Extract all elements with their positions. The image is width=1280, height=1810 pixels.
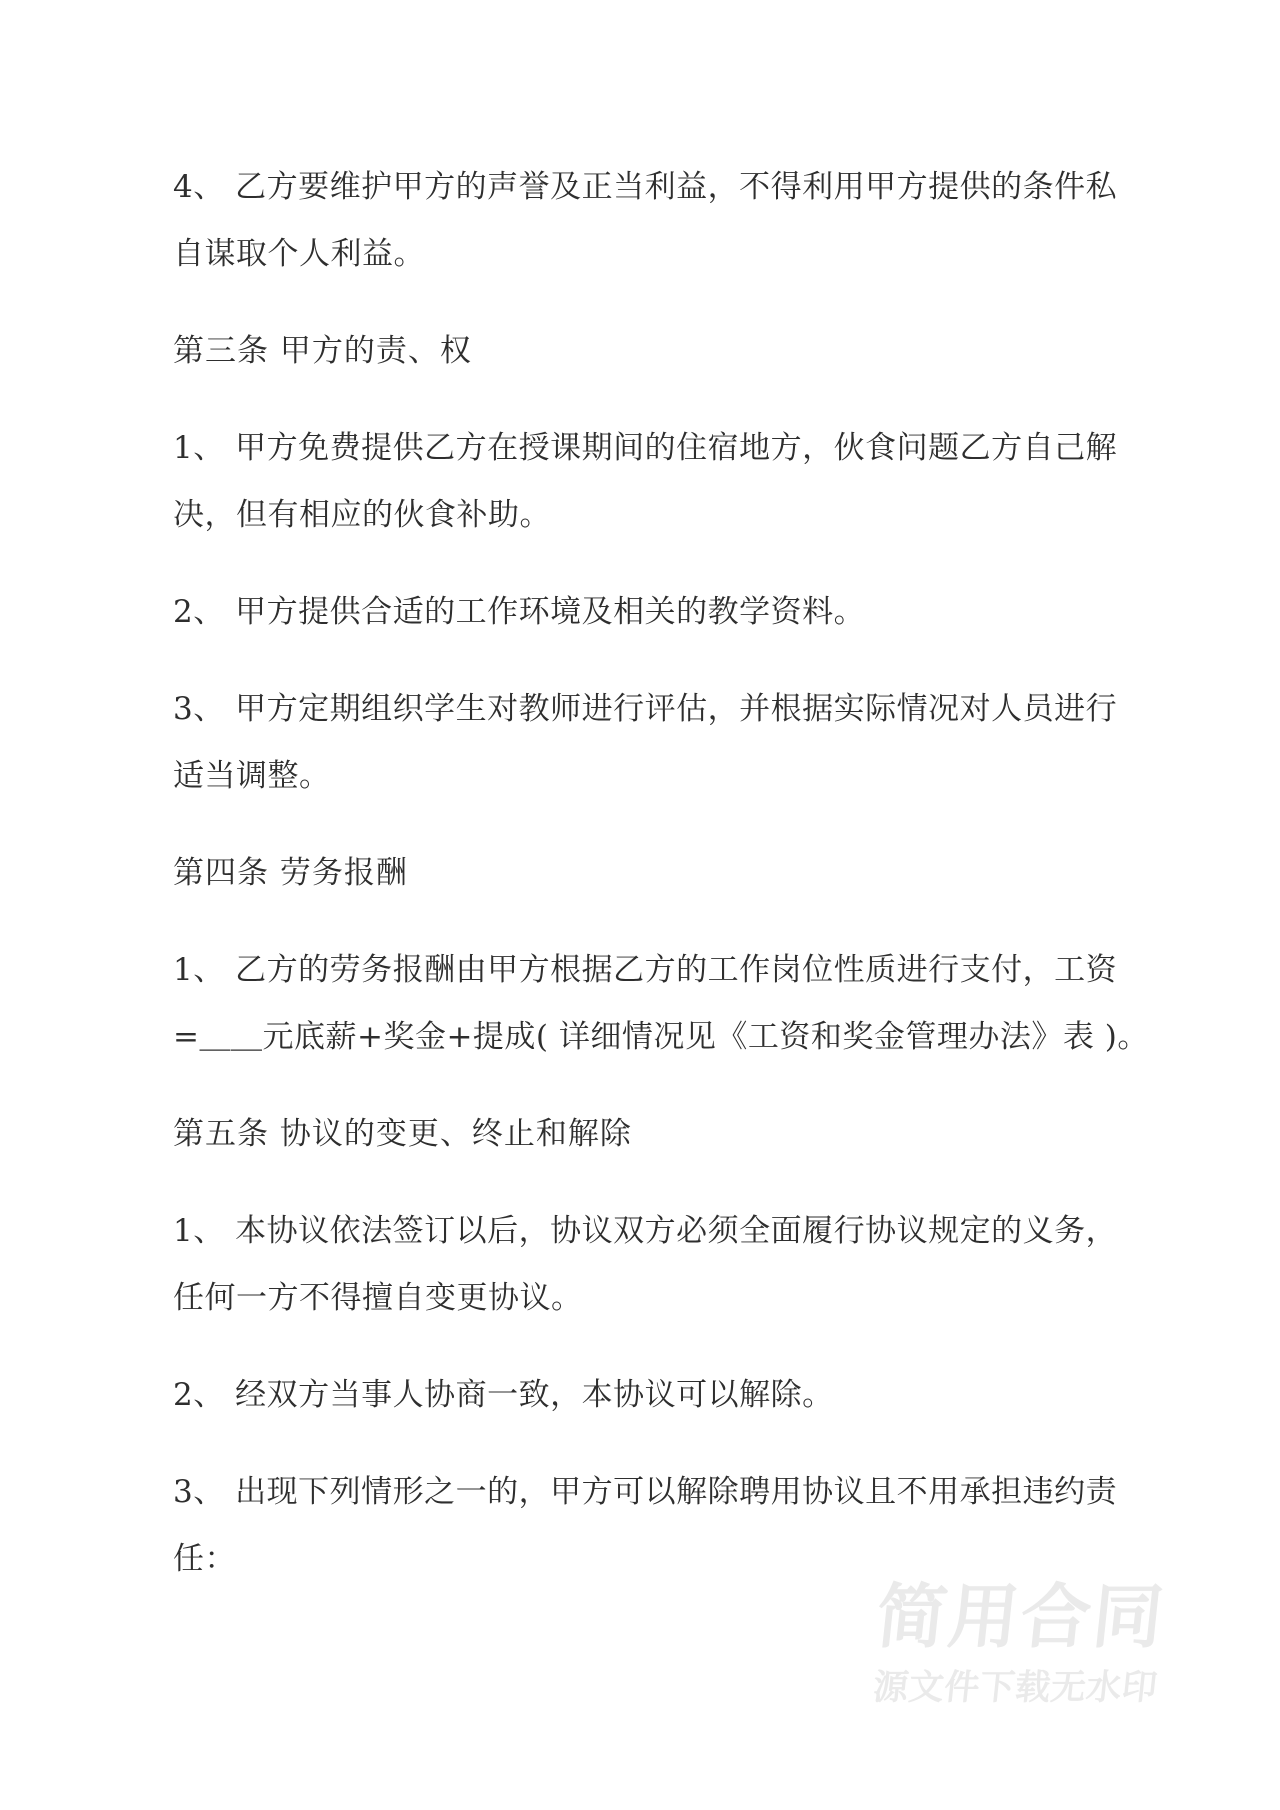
- text-line: 第五条 协议的变更、终止和解除: [173, 1116, 632, 1152]
- text-line: 3、 甲方定期组织学生对教师进行评估，并根据实际情况对人员进行: [173, 691, 1118, 727]
- text-line: =＿＿元底薪+奖金+提成( 详细情况见《工资和奖金管理办法》表 )。: [173, 1019, 1149, 1055]
- contract-clause: [173, 579, 1123, 646]
- text-line: 适当调整。: [173, 758, 331, 794]
- section-heading: [173, 1101, 1123, 1168]
- contract-clause: [173, 1459, 1123, 1593]
- text-line: 第三条 甲方的责、权: [173, 333, 472, 369]
- contract-clause: [173, 676, 1123, 810]
- text-line: 2、 甲方提供合适的工作环境及相关的教学资料。: [173, 594, 866, 630]
- contract-clause: [173, 415, 1123, 549]
- text-line: 4、 乙方要维护甲方的声誉及正当利益，不得利用甲方提供的条件私: [173, 169, 1118, 205]
- watermark-title: 简用合同: [872, 1578, 1169, 1656]
- text-line: 决，但有相应的伙食补助。: [173, 497, 551, 533]
- text-line: 任何一方不得擅自变更协议。: [173, 1280, 583, 1316]
- text-line: 1、 甲方免费提供乙方在授课期间的住宿地方，伙食问题乙方自己解: [173, 430, 1118, 466]
- text-line: 第四条 劳务报酬: [173, 855, 408, 891]
- contract-clause: [173, 1362, 1123, 1429]
- watermark-subtitle: 源文件下载无水印: [871, 1668, 1160, 1707]
- text-line: 2、 经双方当事人协商一致，本协议可以解除。: [173, 1377, 834, 1413]
- text-line: 自谋取个人利益。: [173, 236, 425, 272]
- contract-clause: [173, 937, 1149, 1071]
- text-line: 3、 出现下列情形之一的，甲方可以解除聘用协议且不用承担违约责: [173, 1474, 1118, 1510]
- section-heading: [173, 318, 1123, 385]
- section-heading: [173, 840, 1123, 907]
- text-line: 1、 本协议依法签订以后，协议双方必须全面履行协议规定的义务，: [173, 1213, 1118, 1249]
- text-line: 任：: [173, 1541, 236, 1577]
- text-line: 1、 乙方的劳务报酬由甲方根据乙方的工作岗位性质进行支付，工资: [173, 952, 1118, 988]
- contract-clause: [173, 154, 1123, 288]
- contract-clause: [173, 1198, 1123, 1332]
